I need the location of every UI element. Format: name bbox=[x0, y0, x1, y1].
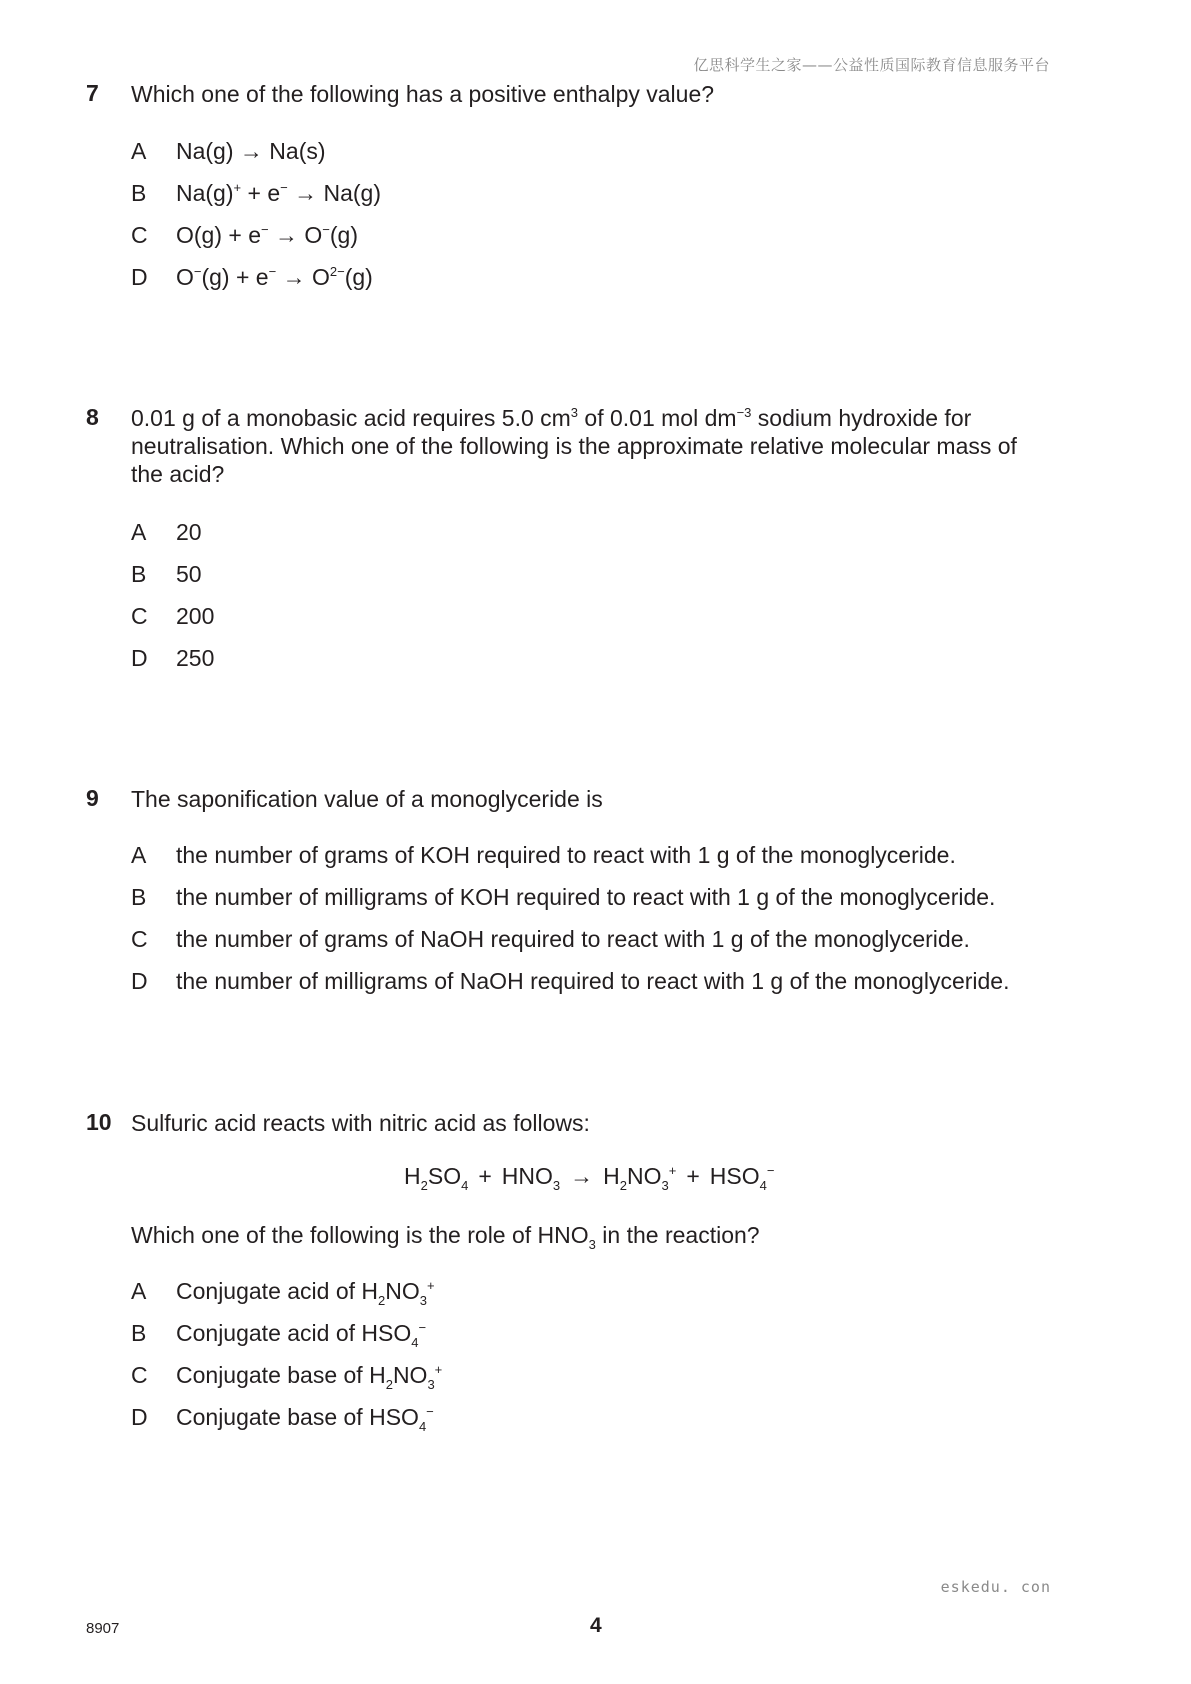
question-7-option-c bbox=[131, 221, 358, 249]
footer-watermark-site: eskedu. con bbox=[940, 1578, 1051, 1596]
question-8-stem: 0.01 g of a monobasic acid requires 5.0 $cm^3$ of 0.01 mol $dm^{-3}$ sodium hydroxide for neutralisation. Which one of the following is the approximate relative molecular mass of the acid? bbox=[131, 405, 1017, 487]
option-letter: A bbox=[131, 519, 147, 545]
option-letter: C bbox=[131, 926, 148, 952]
question-8-number: 8 bbox=[86, 404, 99, 430]
option-letter: D bbox=[131, 264, 148, 290]
option-text: Conjugate acid of $H_2NO_3^+$ bbox=[176, 1278, 435, 1308]
question-8-option-d bbox=[131, 644, 214, 672]
question-9-stem: The saponification value of a monoglyceride is bbox=[131, 786, 603, 812]
question-10-option-c bbox=[131, 1361, 443, 1392]
page-number: 4 bbox=[590, 1614, 602, 1637]
option-text: 200 bbox=[176, 603, 215, 629]
question-8-option-c bbox=[131, 602, 214, 630]
paper-code: 8907 bbox=[86, 1620, 120, 1637]
question-10-question: Which one of the following is the role of $HNO_3$ in the reaction? bbox=[131, 1222, 760, 1252]
option-text: 50 bbox=[176, 561, 202, 587]
question-10-number: 10 bbox=[86, 1109, 112, 1135]
option-letter: B bbox=[131, 1320, 147, 1346]
question-9-option-c bbox=[131, 925, 970, 953]
option-text: the number of milligrams of KOH required to react with 1 g of the monoglyceride. bbox=[176, 884, 996, 910]
option-text: 250 bbox=[176, 645, 215, 671]
question-7-option-d bbox=[131, 263, 373, 291]
option-text: Conjugate base of $H_2NO_3^+$ bbox=[176, 1362, 443, 1392]
question-7-number: 7 bbox=[86, 80, 99, 106]
question-10-option-b bbox=[131, 1319, 427, 1350]
option-letter: D bbox=[131, 645, 148, 671]
option-text: O(g) + e− → O−(g) bbox=[176, 222, 358, 248]
question-9-number: 9 bbox=[86, 785, 99, 811]
option-letter: A bbox=[131, 842, 147, 868]
reaction-equation: $H_2SO_4 + HNO_3 \to H_2NO_3^+ + HSO_4^-$ bbox=[404, 1163, 775, 1193]
header-watermark: 亿思科学生之家——公益性质国际教育信息服务平台 bbox=[693, 56, 1050, 74]
option-letter: D bbox=[131, 1404, 148, 1430]
question-9-option-d bbox=[131, 967, 1010, 995]
option-letter: C bbox=[131, 1362, 148, 1388]
option-letter: A bbox=[131, 138, 147, 164]
question-9-option-a bbox=[131, 841, 956, 869]
option-text: Na(g) → Na(s) bbox=[176, 138, 326, 164]
option-letter: D bbox=[131, 968, 148, 994]
option-letter: A bbox=[131, 1278, 147, 1304]
option-text: the number of grams of NaOH required to react with 1 g of the monoglyceride. bbox=[176, 926, 970, 952]
question-7-option-a bbox=[131, 137, 326, 165]
question-9-option-b bbox=[131, 883, 995, 911]
question-7-stem: Which one of the following has a positive enthalpy value? bbox=[131, 81, 715, 107]
question-7-option-b bbox=[131, 179, 381, 207]
option-text: Na(g)+ + e− → Na(g) bbox=[176, 180, 382, 206]
option-text: the number of milligrams of NaOH required to react with 1 g of the monoglyceride. bbox=[176, 968, 1010, 994]
option-text: the number of grams of KOH required to react with 1 g of the monoglyceride. bbox=[176, 842, 956, 868]
option-letter: B bbox=[131, 180, 147, 206]
option-letter: C bbox=[131, 603, 148, 629]
option-letter: C bbox=[131, 222, 148, 248]
question-8-option-a bbox=[131, 518, 202, 546]
option-letter: B bbox=[131, 884, 147, 910]
option-letter: B bbox=[131, 561, 147, 587]
question-8-option-b bbox=[131, 560, 202, 588]
option-text: $O^-(g) + e^- \to O^{2-}(g)$ bbox=[176, 264, 373, 290]
question-10-option-a bbox=[131, 1277, 435, 1308]
option-text: Conjugate acid of $HSO_4^-$ bbox=[176, 1320, 427, 1350]
option-text: 20 bbox=[176, 519, 202, 545]
question-10-stem: Sulfuric acid reacts with nitric acid as follows: bbox=[131, 1110, 590, 1136]
option-text: Conjugate base of $HSO_4^-$ bbox=[176, 1404, 434, 1434]
question-10-option-d bbox=[131, 1403, 434, 1434]
